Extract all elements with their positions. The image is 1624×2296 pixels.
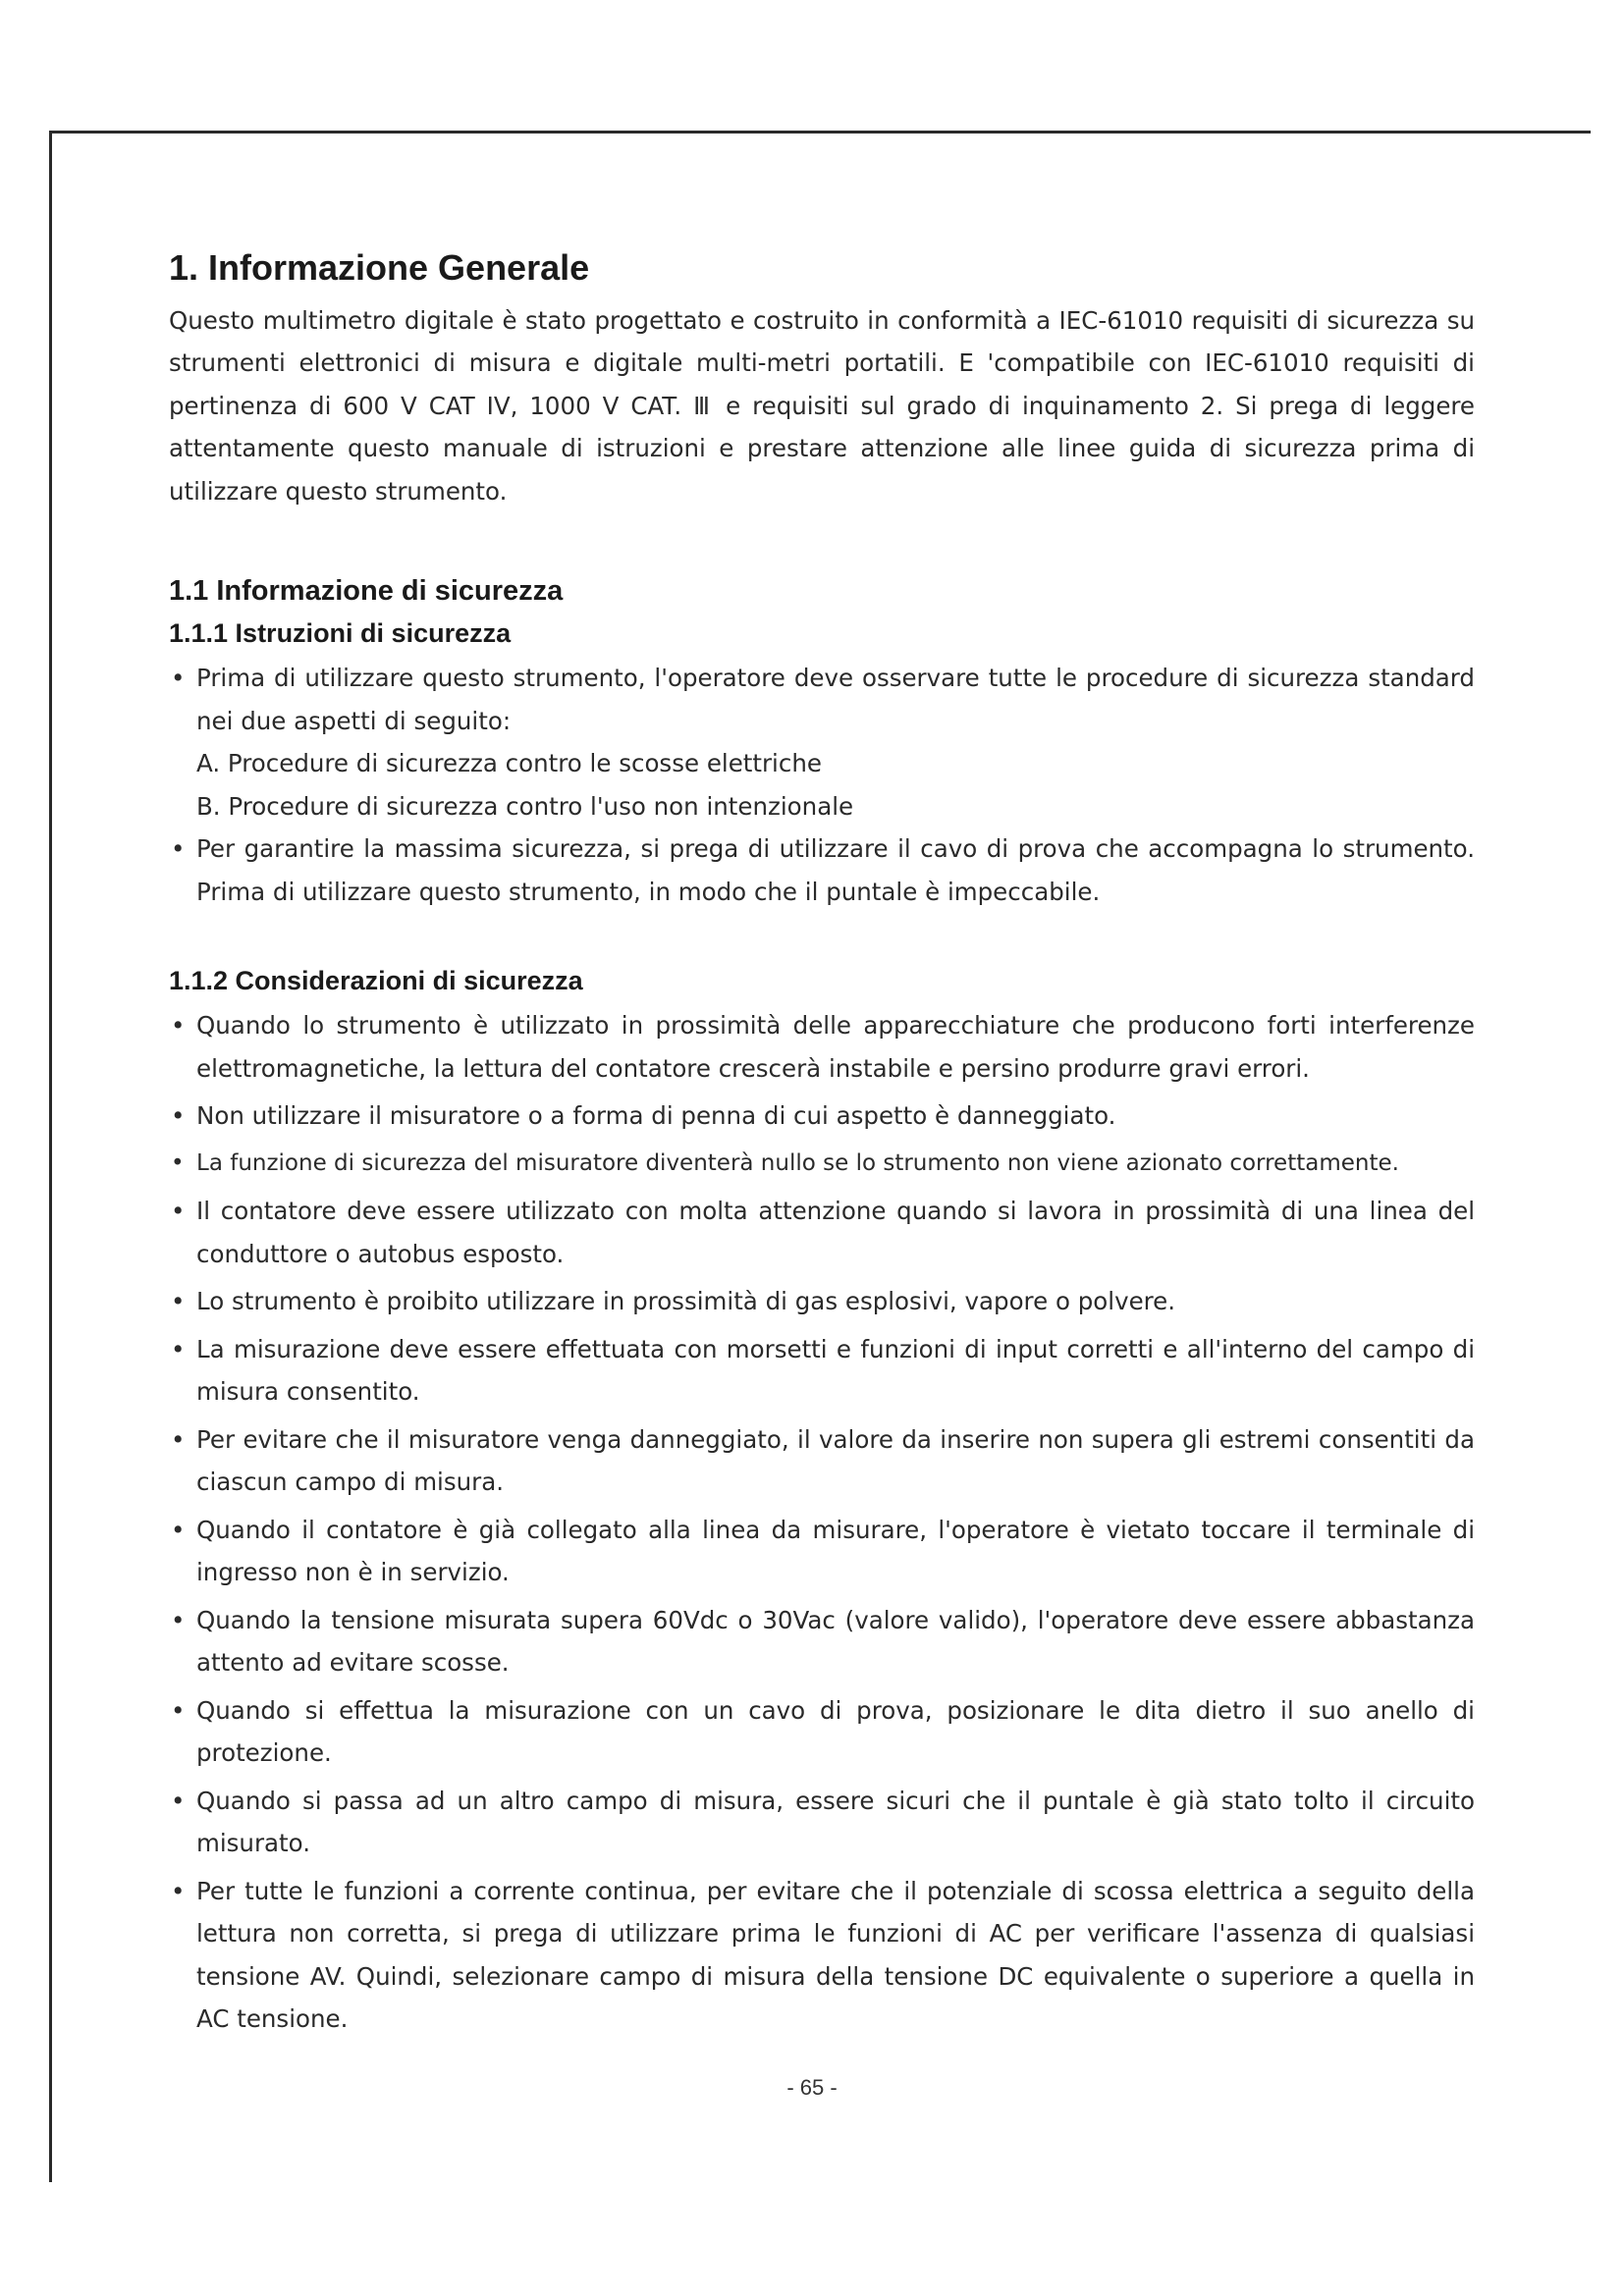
list-item: • Quando si passa ad un altro campo di misura, essere sicuri che il puntale è già stato tolto il circuito misurato. bbox=[169, 1780, 1475, 1865]
page-frame-top-border bbox=[49, 131, 1591, 133]
subsection-heading-safety-considerations: 1.1.2 Considerazioni di sicurezza bbox=[169, 966, 583, 996]
list-subitem-a: A. Procedure di sicurezza contro le scosse elettriche bbox=[196, 749, 822, 778]
list-item-text: • Prima di utilizzare questo strumento, l'operatore deve osservare tutte le procedure di sicurezza standard nei due aspetti di seguito: bbox=[196, 664, 1475, 735]
list-subitem-b: B. Procedure di sicurezza contro l'uso non intenzionale bbox=[196, 791, 854, 821]
list-item: • Per evitare che il misuratore venga danneggiato, il valore da inserire non supera gli estremi consentiti da ciascun campo di misura. bbox=[169, 1418, 1475, 1504]
subsection-heading-safety-instructions: 1.1.1 Istruzioni di sicurezza bbox=[169, 617, 512, 648]
list-item: • Lo strumento è proibito utilizzare in prossimità di gas esplosivi, vapore o polvere. bbox=[169, 1280, 1475, 1323]
list-item: • Quando la tensione misurata supera 60Vdc o 30Vac (valore valido), l'operatore deve essere abbastanza attento ad evitare scosse. bbox=[169, 1599, 1475, 1684]
list-item: • La misurazione deve essere effettuata con morsetti e funzioni di input corretti e all'interno del campo di misura consentito. bbox=[169, 1328, 1475, 1414]
list-item: • Il contatore deve essere utilizzato con molta attenzione quando si lavora in prossimità di una linea del conduttore o autobus esposto. bbox=[169, 1190, 1475, 1275]
list-item: • Quando il contatore è già collegato alla linea da misurare, l'operatore è vietato toccare il terminale di ingresso non è in servizio. bbox=[169, 1509, 1475, 1594]
document-body bbox=[169, 245, 1475, 2046]
section-heading-safety-info: 1.1 Informazione di sicurezza bbox=[169, 575, 564, 608]
list-item bbox=[169, 657, 1475, 828]
list-item: • Per tutte le funzioni a corrente continua, per evitare che il potenziale di scossa elettrica a seguito della lettura non corretta, si prega di utilizzare prima le funzioni di AC per verificare l'assenza di qualsiasi tensione AV. Quindi, selezionare campo di misura della tensione DC equivalente o superiore a quella in AC tensione. bbox=[169, 1870, 1475, 2041]
section-heading-general-info: 1. Informazione Generale bbox=[169, 247, 590, 288]
page-number: - 65 - bbox=[786, 2075, 838, 2100]
intro-paragraph: Questo multimetro digitale è stato progettato e costruito in conformità a IEC-61010 requisiti di sicurezza su strumenti elettronici di misura e digitale multi-metri portatili. E 'compatibile con IEC-61010 requisiti di pertinenza di 600 V CAT IV, 1000 V CAT. Ⅲ e requisiti sul grado di inquinamento 2. Si prega di leggere attentamente questo manuale di istruzioni e prestare attenzione alle linee guida di sicurezza prima di utilizzare questo strumento. bbox=[169, 305, 1475, 506]
list-item: • Quando si effettua la misurazione con un cavo di prova, posizionare le dita dietro il suo anello di protezione. bbox=[169, 1689, 1475, 1775]
list-item: • Per garantire la massima sicurezza, si prega di utilizzare il cavo di prova che accompagna lo strumento. Prima di utilizzare questo strumento, in modo che il puntale è impeccabile. bbox=[169, 828, 1475, 913]
list-item: • Non utilizzare il misuratore o a forma di penna di cui aspetto è danneggiato. bbox=[169, 1095, 1475, 1138]
safety-instructions-list bbox=[169, 657, 1475, 913]
list-item: • Quando lo strumento è utilizzato in prossimità delle apparecchiature che producono forti interferenze elettromagnetiche, la lettura del contatore crescerà instabile e persino produrre gravi errori. bbox=[169, 1004, 1475, 1090]
page-frame-left-border bbox=[49, 131, 52, 2182]
list-item: • La funzione di sicurezza del misuratore diventerà nullo se lo strumento non viene azionato correttamente. bbox=[169, 1143, 1475, 1186]
safety-considerations-list bbox=[169, 1004, 1475, 2041]
